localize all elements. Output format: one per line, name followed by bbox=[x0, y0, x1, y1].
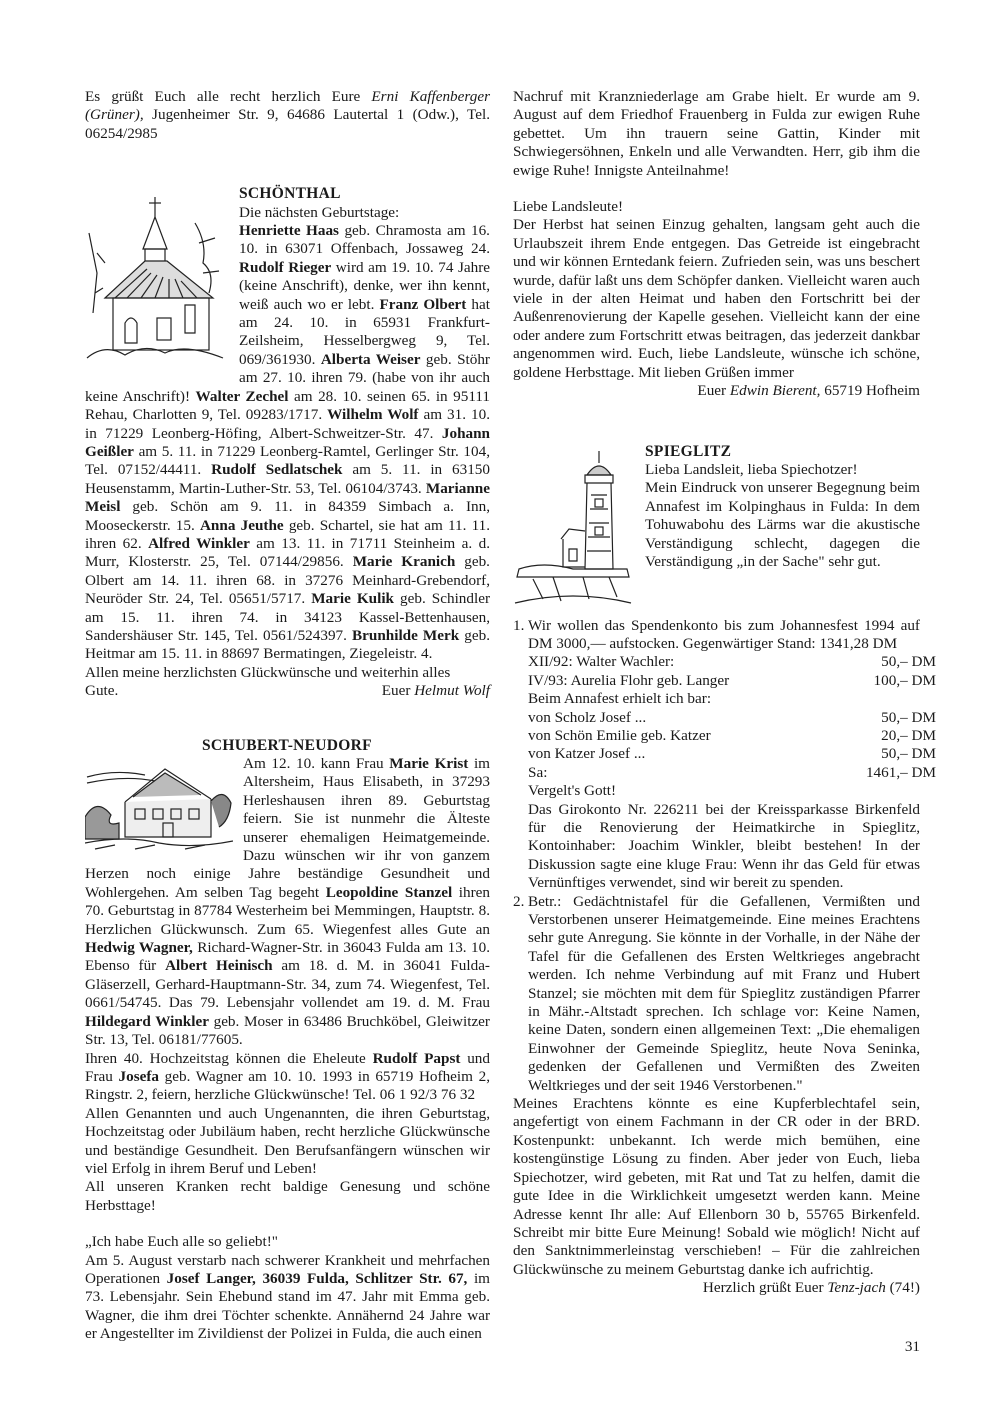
spieglitz-item-1: 1. Wir wollen das Spendenkonto bis zum Johannesfest 1994 auf DM 3000,— aufstocken. Gegenwärtiger Stand: 1341,28 DM bbox=[513, 616, 920, 652]
donation-row: von Schön Emilie geb. Katzer 20,– DM bbox=[528, 726, 936, 744]
schoenthal-signature: Gute. Euer Helmut Wolf bbox=[85, 682, 490, 700]
final-signature: Herzlich grüßt Euer Tenz-jach (74!) bbox=[702, 1279, 920, 1297]
obituary-text: Am 5. August verstarb nach schwerer Krankheit und mehrfachen Operationen Josef Langer, 36039 Fulda, Schlitzer Str. 67, im 73. Lebensjahr. Sein Ehebund stand im 47. Jahr mit Emma geb. Wagner, die ihm drei Töchter schenkte. Annähernd 24 Jahre war er Angestellter im Zivildienst der Polizei in Fulda, die auch einen bbox=[85, 1251, 490, 1343]
greeting-name: Erni Kaffenberger (Grüner), bbox=[85, 88, 490, 124]
donation-row: von Katzer Josef ... 50,– DM bbox=[528, 745, 936, 763]
landsleute-signature: Euer Edwin Bierent, 65719 Hofheim bbox=[697, 382, 920, 400]
closing-paragraph: Meines Erachtens könnte es eine Kupferblechtafel sein, angefertigt von einem Fachmann in der CR oder in der BRD. Kostenpunkt: unbekannt. Ich werde mich bemühen, eine kostengünstige Lösung zu finden. Aber jeder von Euch, lieba Spiechotzer, wird gebeten, mit Rat und Tat zu helfen, damit die gute Idee in die Wirklichkeit umgesetzt werden kann. Meine Adresse kennt Ihr alle: Auf Ellenborn 30 b, 55765 Birkenfeld. Schreibt mir bitte Eure Meinung! Sobald wie möglich! Nicht auf den Sanktnimmerleinstag verschieben! – Für die zahlreichen Glückwünsche zu meinem Geburtstag danke ich aufrichtig. bbox=[513, 1095, 920, 1278]
donation-row: von Scholz Josef ... 50,– DM bbox=[528, 708, 936, 726]
thanks: Vergelt's Gott! bbox=[528, 782, 617, 800]
chapel-illustration bbox=[85, 193, 225, 368]
donation-total: Sa: 1461,– DM bbox=[528, 763, 936, 781]
schoenthal-section bbox=[85, 185, 490, 700]
spieglitz-section bbox=[513, 443, 920, 611]
annafest-list bbox=[513, 708, 936, 783]
schoenthal-birthdays: Henriette Haas geb. Chramosta am 16. 10. in 63071 Offenbach, Jossaweg 24. Rudolf Rieger wird am 19. 10. 74 Jahre (keine Anschrift), denke, wer ihn kennt, weiß auch wo er lebt. Franz Olbert hat am 24. 10. in 65931 Frankfurt-Zeilsheim, Hesselbergweg 9, Tel. 069/361930. Alberta Weiser geb. Stöhr am 27. 10. ihren 79. (habe von ihr auch keine Anschrift)! Walter Zechel am 28. 10. seinen 65. in 95111 Rehau, Charlotten 9, Tel. 09283/1717. Wilhelm Wolf am 31. 10. in 71229 Leonberg-Höfing, Albert-Schweitzer-Str. 47. Johann Geißler am 5. 11. in 71229 Leonberg-Ramtel, Gerlinger Str. 104, Tel. 07152/44411. Rudolf Sedlatschek am 5. 11. in 63150 Heusenstamm, Martin-Luther-Str. 53, Tel. 06104/3743. Marianne Meisl geb. Schön am 9. 11. in 84359 Simbach a. Inn, Mooseckerstr. 15. Anna Jeuthe geb. Schartel, sie hat am 11. 11. ihren 62. Alfred Winkler am 13. 11. in 71711 Steinheim a. d. Murr, Klosterstr. 25, Tel. 07144/29856. Marie Kranich geb. Olbert am 14. 11. ihren 68. in 37276 Meinhard-Grebendorf, Neuröder Str. 24, Tel. 05651/5717. Marie Kulik geb. Schindler am 15. 11. ihren 74. in 34123 Kassel-Bettenhausen, Sandershäuser Str. 145, Tel. 0561/524397. Brunhilde Merk geb. Heitmar am 15. 11. in 88697 Bermatingen, Ziegeleistr. 4. bbox=[85, 222, 491, 663]
annafest-intro: Beim Annafest erhielt ich bar: bbox=[528, 690, 712, 708]
house-illustration bbox=[85, 757, 233, 852]
schubert-section bbox=[85, 737, 490, 1344]
landsleute-greeting: Liebe Landsleute! bbox=[513, 198, 624, 216]
obituary-continuation: Nachruf mit Kranzniederlage am Grabe hielt. Er wurde am 9. August auf dem Friedhof Frauenberg in Fulda zur ewigen Ruhe gebettet. Um ihn trauern seine Gattin, Kinder mit Schwiegersöhnen, Enkeln und alle Verwandten. Herr, gib ihm die ewige Ruhe! Innigste Anteilnahme! bbox=[513, 88, 920, 179]
schubert-heading: SCHUBERT-NEUDORF bbox=[202, 736, 372, 754]
schoenthal-closing: Allen meine herzlichsten Glückwünsche und weiterhin alles bbox=[85, 663, 451, 681]
schubert-sick: All unseren Kranken recht baldige Genesung und schöne Herbsttage! bbox=[85, 1178, 490, 1214]
right-column bbox=[513, 88, 936, 1298]
spieglitz-greeting: Lieba Landsleit, lieba Spiechotzer! bbox=[645, 460, 858, 478]
greeting-intro: Es grüßt Euch alle recht herzlich Eure Erni Kaffenberger (Grüner), Jugenheimer Str. 9, 64686 Lautertal 1 (Odw.), Tel. 06254/2985 bbox=[85, 88, 490, 142]
tower-illustration bbox=[513, 449, 633, 607]
schubert-wedding: Ihren 40. Hochzeitstag können die Eheleute Rudolf Papst und Frau Josefa geb. Wagner am 10. 10. 1993 in 65719 Hofheim 2, Ringstr. 2, feiern, herzliche Glückwünsche! Tel. 06 1 92/3 76 32 bbox=[85, 1049, 491, 1104]
donation-row: XII/92: Walter Wachler: 50,– DM bbox=[528, 653, 936, 671]
spieglitz-heading: SPIEGLITZ bbox=[645, 442, 732, 460]
schoenthal-intro: Die nächsten Geburtstage: bbox=[239, 203, 400, 221]
schubert-birthdays: Am 12. 10. kann Frau Marie Krist im Altersheim, Haus Elisabeth, in 37293 Herleshausen ihren 89. Geburtstag feiern. Sie ist nunmehr die Älteste unserer ehemaligen Heimatgemeinde. Dazu wünschen wir ihr von ganzem Herzen noch einige Jahre beständige Gesundheit und Wohlergehen. Am selben Tag begeht Leopoldine Stanzel ihren 70. Geburtstag in 87784 Westerheim bei Memmingen, Hauptstr. 8. Herzlichen Glückwunsch. Zum 65. Wiegenfest alles Gute an Hedwig Wagner, Richard-Wagner-Str. in 36043 Fulda am 13. 10. Ebenso für Albert Heinisch am 18. d. M. in 36041 Fulda-Gläserzell, Gerhard-Hauptmann-Str. 34, zum 74. Wiegenfest, Tel. 0661/54745. Das 79. Lebensjahr vollendet am 19. d. M. Frau Hildegard Winkler geb. Moser in 63486 Bruchköbel, Gleiwitzer Str. 13, Tel. 06181/77605. bbox=[85, 755, 490, 1049]
spieglitz-body: Mein Eindruck von unserer Begegnung beim Annafest im Kolpinghaus in Fulda: In dem Tohuwabohu des Lärms war die akustische Verständigung schlecht, dagegen die Verständigung „in der Sache" sehr gut. bbox=[645, 479, 920, 570]
donation-row: IV/93: Aurelia Flohr geb. Langer 100,– DM bbox=[528, 671, 936, 689]
page-number: 31 bbox=[904, 1338, 920, 1355]
donation-list bbox=[513, 653, 936, 690]
left-column bbox=[85, 88, 490, 1344]
landsleute-body: Der Herbst hat seinen Einzug gehalten, langsam geht auch die Urlaubszeit ihrem Ende entgegen. Das Getreide ist eingebracht und wir können Erntedank feiern. Zufrieden sein, was uns beschert wurde, dafür laßt uns dem Schöpfer danken. Vielleicht waren auch viele in der alten Heimat und haben den Fortschritt bei der Außenrenovierung der Kapelle gesehen. Vielleicht kann der eine oder andere zum Fortschritt etwas beitragen, das jederzeit dankbar angenommen wird. Euch, liebe Landsleute, wünsche ich schöne, goldene Herbsttage. Mit lieben Grüßen immer bbox=[513, 216, 920, 381]
obituary-quote: „Ich habe Euch alle so geliebt!" bbox=[85, 1233, 279, 1251]
schubert-general: Allen Genannten und auch Ungenannten, die ihren Geburtstag, Hochzeitstag oder Jubiläum haben, recht herzliche Glückwünsche und beständige Gesundheit. Den Berufsanfängern wünschen wir viel Erfolg in ihrem Beruf und Leben! bbox=[85, 1104, 490, 1177]
spieglitz-item-2: 2. Betr.: Gedächtnistafel für die Gefallenen, Vermißten und Verstorbenen unserer Heimatgemeinde. Eine meines Erachtens sehr gute Anregung. Sie könnte in der Vorhalle, in der Nähe der Tafel für die Gefallenen des Ersten Weltkrieges angebracht werden. Ich nehme Verbindung auf mit Franz und Hubert Stanzel; sie möchten mit dem für Spieglitz zuständigen Pfarrer in Mähr.-Altstadt sprechen. Ich schlage vor: Keine Namen, keine Daten, sondern einen allgemeinen Text: „Die ehemaligen Einwohner der Gemeinde Spieglitz, heute Nova Seninka, gedenken der Gefallenen und Vermißten des Zweiten Weltkrieges und der seit 1946 Verstorbenen." bbox=[513, 892, 920, 1094]
giro-account: Das Girokonto Nr. 226211 bei der Kreissparkasse Birkenfeld für die Renovierung der Heimatkirche in Spieglitz, Kontoinhaber: Joachim Winkler, bleibt bestehen! In der Diskussion sagte eine kluge Frau: Wenn ihr das Geld für etwas Vernünftiges verwendet, sind wir bereit zu spenden. bbox=[528, 800, 920, 892]
schoenthal-heading: SCHÖNTHAL bbox=[239, 185, 341, 203]
